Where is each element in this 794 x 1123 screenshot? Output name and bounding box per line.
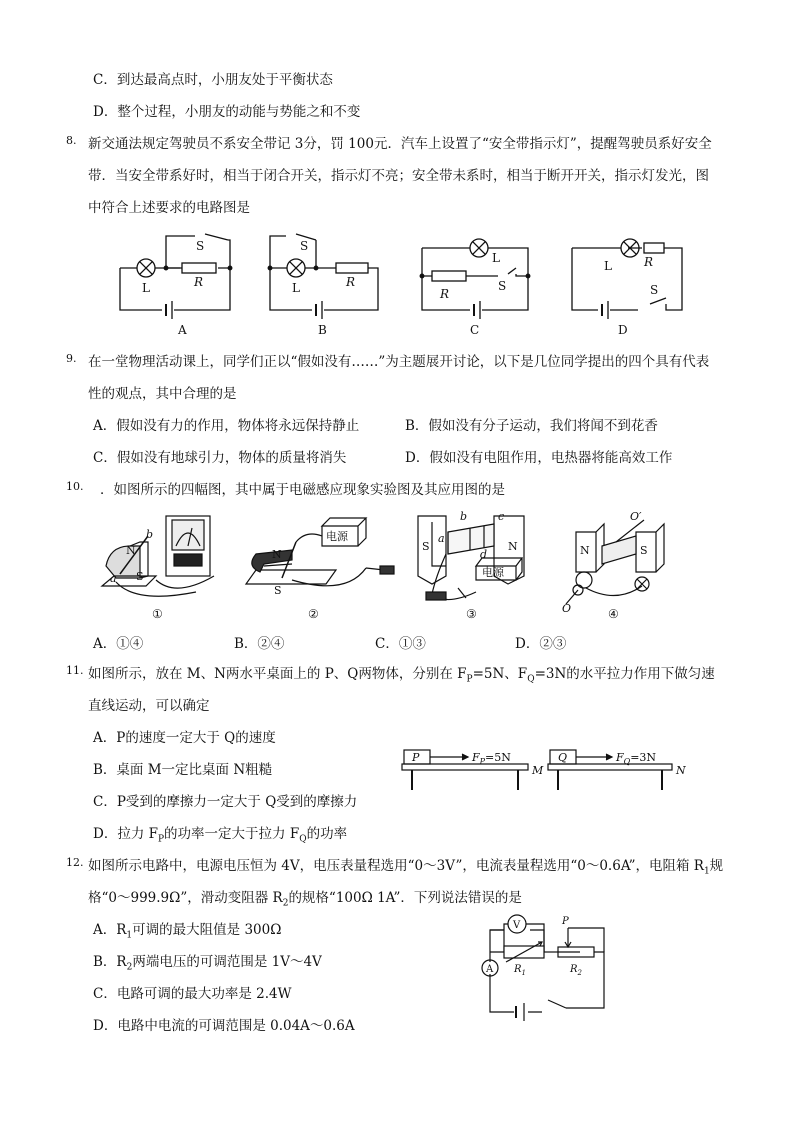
q10-f4-o: O — [562, 602, 572, 615]
q11-option-b: B．桌面 M一定比桌面 N粗糙 — [93, 762, 273, 778]
q8-a-resistor-label: R — [194, 275, 204, 289]
q9-number: 9. — [66, 352, 77, 365]
q11-fig-p: P — [412, 751, 420, 764]
q10-caption-4: ④ — [608, 607, 619, 621]
q11-option-a: A．P的速度一定大于 Q的速度 — [93, 730, 276, 746]
q10-f3-c: c — [498, 510, 505, 523]
q10-f3-d: d — [480, 548, 488, 561]
q11-number: 11. — [66, 664, 84, 677]
q10-f1-a: a — [110, 572, 117, 585]
q10-caption-2: ② — [308, 607, 319, 621]
q10-f3-b: b — [460, 510, 468, 523]
q11-fig-n: N — [676, 764, 686, 777]
q12-option-d: D．电路中电流的可调范围是 0.04A～0.6A — [93, 1018, 355, 1034]
q12-circuit-figure — [470, 904, 620, 1024]
q10-f3-n: N — [508, 540, 518, 553]
q10-f3-power: 电源 — [482, 566, 504, 579]
q7-option-d: D．整个过程，小朋友的动能与势能之和不变 — [93, 104, 361, 120]
q8-c-switch-label: S — [498, 279, 507, 293]
q12-stem-line2: 格“0～999.9Ω”，滑动变阻器 $R_2$的规格“100Ω 1A”．下列说法错误的是 — [88, 890, 522, 909]
q9-stem-line1: 在一堂物理活动课上，同学们正以“假如没有……”为主题展开讨论，以下是几位同学提出的四个具有代表 — [88, 354, 710, 370]
q12-fig-voltmeter: V — [513, 920, 521, 931]
q12-fig-ammeter: A — [486, 964, 494, 975]
q11-stem-line1: 如图所示，放在 M、N两水平桌面上的 P、Q两物体，分别在 $F_P=5N$、$F_Q=3N$的水平拉力作用下做匀速 — [88, 666, 715, 685]
q8-stem-line3: 中符合上述要求的电路图是 — [88, 200, 250, 216]
q8-stem-line1: 新交通法规定驾驶员不系安全带记 3分，罚 100元．汽车上设置了“安全带指示灯”，提醒驾驶员系好安全 — [88, 136, 712, 152]
q8-a-caption: A — [178, 323, 187, 337]
q11-tables-figure — [400, 744, 690, 794]
q11-fig-q: Q — [558, 751, 568, 764]
q8-number: 8. — [66, 134, 77, 147]
q10-f2-s: S — [274, 584, 282, 597]
q10-f1-s: S — [136, 570, 144, 583]
q10-option-c: C．①③ — [375, 636, 426, 652]
q11-option-d: D．拉力 $F_P$的功率一定大于拉力 $F_Q$的功率 — [93, 826, 348, 845]
q10-option-b: B．②④ — [234, 636, 285, 652]
q10-f1-n: N — [126, 544, 136, 557]
q8-c-caption: C — [470, 323, 480, 337]
q7-option-c: C．到达最高点时，小朋友处于平衡状态 — [93, 72, 333, 88]
q11-fig-m: M — [532, 764, 544, 777]
q11-stem-line2: 直线运动，可以确定 — [88, 698, 210, 714]
q10-f4-s: S — [640, 544, 648, 557]
q8-d-lamp-label: L — [604, 259, 612, 273]
q8-circuit-figures — [110, 228, 690, 340]
q10-f4-o2: O′ — [630, 510, 642, 523]
q10-stem-line1: ．如图所示的四幅图，其中属于电磁感应现象实验图及其应用图的是 — [100, 482, 505, 498]
q8-a-lamp-label: L — [142, 281, 150, 295]
q8-b-caption: B — [318, 323, 327, 337]
q12-option-b: B．$R_2$两端电压的可调范围是 1V～4V — [93, 954, 322, 973]
q8-d-caption: D — [618, 323, 628, 337]
q10-caption-3: ③ — [466, 607, 477, 621]
q12-fig-r1: $R_1$ — [514, 964, 526, 977]
q10-option-a: A．①④ — [93, 636, 144, 652]
q12-option-c: C．电路可调的最大功率是 2.4W — [93, 986, 292, 1002]
q10-f3-a: a — [438, 532, 445, 545]
q10-f2-n: N — [272, 548, 282, 561]
q8-c-resistor-label: R — [440, 287, 450, 301]
q10-f2-power: 电源 — [326, 530, 348, 543]
q10-number: 10. — [66, 480, 84, 493]
q9-option-a: A．假如没有力的作用，物体将永远保持静止 — [93, 418, 360, 434]
q12-option-a: A．$R_1$可调的最大阻值是 300Ω — [93, 922, 282, 941]
q12-fig-slider: P — [562, 916, 569, 927]
q11-fig-fp: $F_P=5N$ — [472, 751, 511, 766]
q8-d-switch-label: S — [650, 283, 659, 297]
q9-option-d: D．假如没有电阻作用，电热器将能高效工作 — [405, 450, 673, 466]
q11-fig-fq: $F_Q=3N$ — [616, 751, 657, 766]
q10-caption-1: ① — [152, 607, 163, 621]
q12-number: 12. — [66, 856, 84, 869]
q12-stem-line1: 如图所示电路中，电源电压恒为 4V，电压表量程选用“0～3V”，电流表量程选用“0～0.6A”，电阻箱 $R_1$规 — [88, 858, 724, 877]
q11-option-c: C．P受到的摩擦力一定大于 Q受到的摩擦力 — [93, 794, 358, 810]
q8-d-resistor-label: R — [644, 255, 654, 269]
q9-option-c: C．假如没有地球引力，物体的质量将消失 — [93, 450, 347, 466]
q9-stem-line2: 性的观点，其中合理的是 — [88, 386, 237, 402]
q8-stem-line2: 带．当安全带系好时，相当于闭合开关，指示灯不亮；安全带未系时，相当于断开开关，指示灯发光，图 — [88, 168, 709, 184]
q8-b-lamp-label: L — [292, 281, 300, 295]
q8-c-lamp-label: L — [492, 251, 500, 265]
q10-f1-b: b — [146, 528, 154, 541]
q8-a-switch-label: S — [196, 239, 205, 253]
q8-b-switch-label: S — [300, 239, 309, 253]
q10-f3-s: S — [422, 540, 430, 553]
q10-option-d: D．②③ — [515, 636, 567, 652]
q10-f4-n: N — [580, 544, 590, 557]
q10-experiment-figures — [96, 506, 676, 626]
q12-fig-r2: $R_2$ — [570, 964, 582, 977]
q8-b-resistor-label: R — [346, 275, 356, 289]
q9-option-b: B．假如没有分子运动，我们将闻不到花香 — [405, 418, 658, 434]
